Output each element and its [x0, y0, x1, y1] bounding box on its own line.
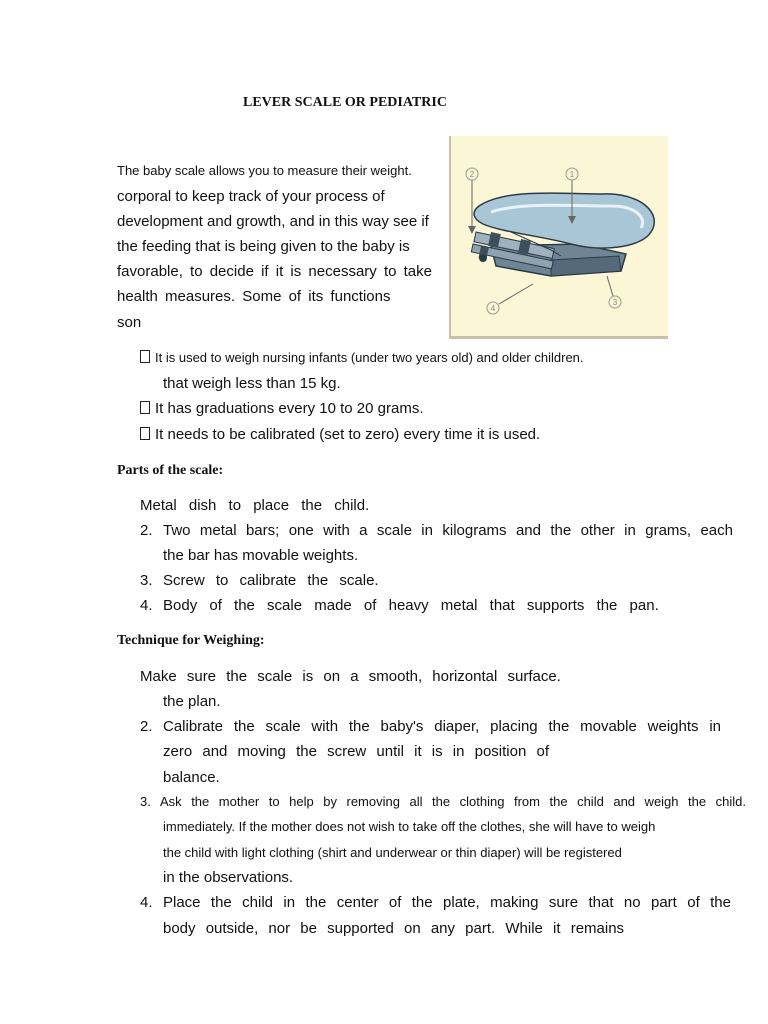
- bullet-box-icon: [140, 350, 150, 363]
- page-title: LEVER SCALE OR PEDIATRIC: [243, 95, 447, 110]
- technique-step-3-number: 3.: [140, 794, 151, 809]
- technique-step-2-number: 2.: [140, 718, 153, 735]
- bullet-item: It is used to weigh nursing infants (under two years old) and older children.: [140, 350, 584, 365]
- intro-line-4: the feeding that is being given to the baby is: [117, 238, 410, 255]
- technique-step-4-number: 4.: [140, 894, 153, 911]
- parts-item-2: Two metal bars; one with a scale in kilograms and the other in grams, each: [163, 522, 733, 539]
- technique-step-3-continuation: in the observations.: [163, 869, 294, 886]
- intro-line-1: The baby scale allows you to measure their weight.: [117, 163, 412, 178]
- bullet-box-icon: [140, 427, 150, 440]
- scale-illustration: [449, 136, 668, 339]
- technique-step-2-continuation: zero and moving the screw until it is in position of: [163, 743, 549, 760]
- parts-item-3-number: 3.: [140, 572, 153, 589]
- technique-step-1: Make sure the scale is on a smooth, horizontal surface.: [140, 668, 561, 685]
- intro-line-3: development and growth, and in this way see if: [117, 213, 429, 230]
- technique-step-3-continuation: the child with light clothing (shirt and underwear or thin diaper) will be registered: [163, 845, 622, 860]
- parts-item-1: Metal dish to place the child.: [140, 497, 370, 514]
- callout-4: 4: [490, 304, 496, 313]
- parts-item-4-number: 4.: [140, 597, 153, 614]
- technique-heading: Technique for Weighing:: [117, 633, 265, 648]
- scale-drawing: [451, 136, 666, 334]
- parts-heading: Parts of the scale:: [117, 463, 224, 478]
- bullet-item: It has graduations every 10 to 20 grams.: [140, 400, 423, 417]
- technique-step-4: Place the child in the center of the plate, making sure that no part of the: [163, 894, 731, 911]
- callout-3: 3: [612, 298, 618, 307]
- bullet-item: It needs to be calibrated (set to zero) every time it is used.: [140, 426, 540, 443]
- callout-2: 2: [469, 170, 475, 179]
- technique-step-3: Ask the mother to help by removing all the clothing from the child and weigh the child.: [160, 794, 746, 809]
- bullet-box-icon: [140, 401, 150, 414]
- technique-step-3-continuation: immediately. If the mother does not wish to take off the clothes, she will have to weigh: [163, 819, 656, 834]
- technique-step-2: Calibrate the scale with the baby's diaper, placing the movable weights in: [163, 718, 721, 735]
- bullet-continuation: that weigh less than 15 kg.: [163, 375, 341, 392]
- parts-item-4: Body of the scale made of heavy metal that supports the pan.: [163, 597, 659, 614]
- technique-step-1-continuation: the plan.: [163, 693, 221, 710]
- technique-step-4-continuation: body outside, nor be supported on any part. While it remains: [163, 920, 625, 937]
- intro-line-6: health measures. Some of its functions: [117, 288, 391, 305]
- intro-line-7: son: [117, 314, 142, 331]
- parts-item-2-number: 2.: [140, 522, 153, 539]
- intro-line-2: corporal to keep track of your process of: [117, 188, 385, 205]
- callout-1: 1: [569, 170, 575, 179]
- parts-item-3: Screw to calibrate the scale.: [163, 572, 379, 589]
- intro-line-5: favorable, to decide if it is necessary to take: [117, 263, 432, 280]
- parts-item-2-continuation: the bar has movable weights.: [163, 547, 359, 564]
- technique-step-2-continuation: balance.: [163, 769, 220, 786]
